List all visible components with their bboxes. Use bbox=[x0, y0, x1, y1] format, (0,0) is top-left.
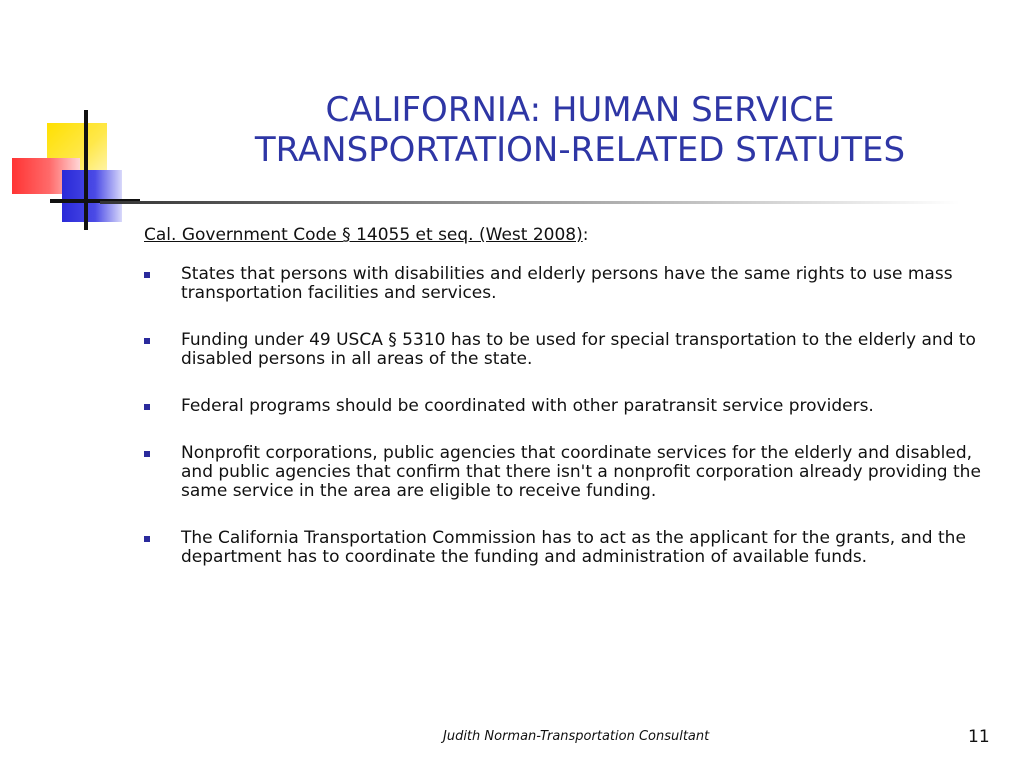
statute-heading bbox=[144, 226, 994, 245]
blue-square bbox=[62, 170, 122, 222]
slide-body bbox=[144, 226, 994, 595]
list-item bbox=[144, 529, 994, 567]
statute-colon: : bbox=[582, 225, 589, 245]
bullet-text: Funding under 49 USCA § 5310 has to be used for special transportation to the elderly and to disabled persons in all areas of the state. bbox=[181, 330, 976, 369]
square-bullet-icon bbox=[144, 338, 150, 344]
list-item bbox=[144, 331, 994, 369]
page-number: 11 bbox=[968, 727, 990, 747]
decorative-squares-graphic bbox=[0, 0, 150, 240]
title-line-1: CALIFORNIA: HUMAN SERVICE bbox=[325, 90, 835, 130]
bullet-list bbox=[144, 265, 994, 567]
list-item bbox=[144, 265, 994, 303]
footer-author: Judith Norman-Transportation Consultant bbox=[443, 729, 710, 744]
vertical-line bbox=[84, 110, 88, 230]
title-divider bbox=[100, 201, 960, 204]
title-line-2: TRANSPORTATION-RELATED STATUTES bbox=[254, 130, 906, 170]
square-bullet-icon bbox=[144, 404, 150, 410]
square-bullet-icon bbox=[144, 451, 150, 457]
statute-citation: Cal. Government Code § 14055 et seq. (West 2008) bbox=[144, 225, 583, 245]
bullet-text: Nonprofit corporations, public agencies that coordinate services for the elderly and disabled, and public agencies that confirm that there isn't a nonprofit corporation already providing the same service in the area are eligible to receive funding. bbox=[181, 443, 981, 501]
slide-title bbox=[180, 90, 980, 170]
square-bullet-icon bbox=[144, 536, 150, 542]
list-item bbox=[144, 444, 994, 501]
list-item bbox=[144, 397, 994, 416]
bullet-text: Federal programs should be coordinated with other paratransit service providers. bbox=[181, 396, 874, 416]
bullet-text: The California Transportation Commission has to act as the applicant for the grants, and the department has to coordinate the funding and administration of available funds. bbox=[181, 528, 966, 567]
bullet-text: States that persons with disabilities and elderly persons have the same rights to use mass transportation facilities and services. bbox=[181, 264, 953, 303]
square-bullet-icon bbox=[144, 272, 150, 278]
